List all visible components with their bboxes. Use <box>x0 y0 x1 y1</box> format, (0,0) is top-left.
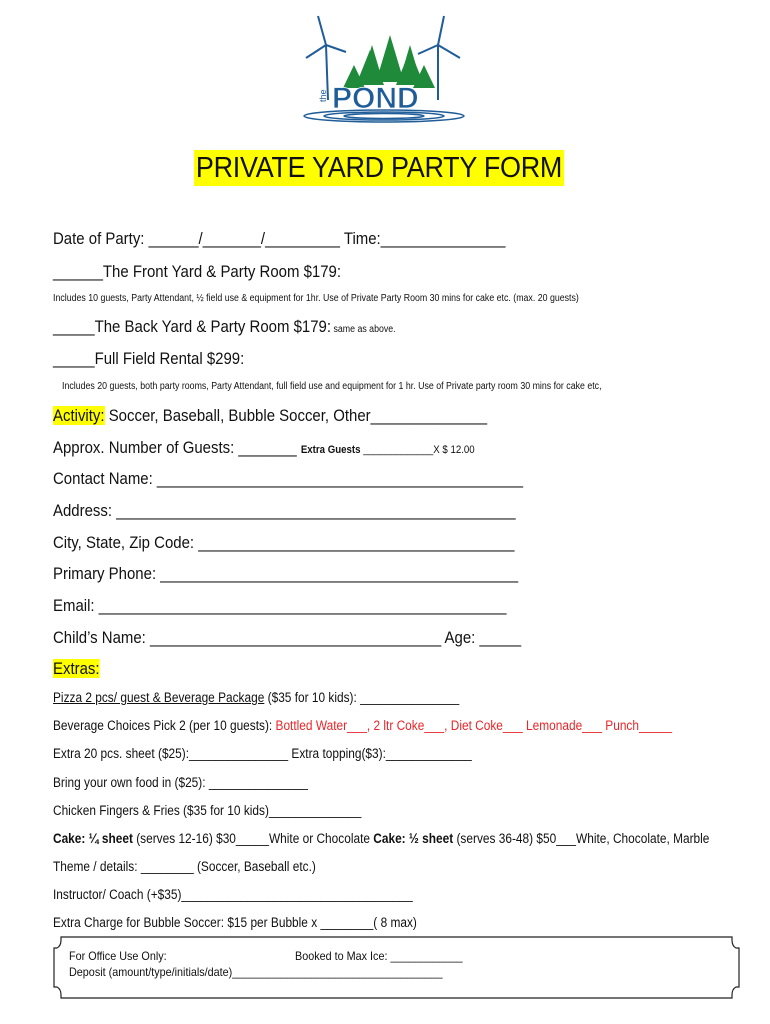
deposit-label: Deposit (amount/type/initials/date)___________________________________ <box>69 965 443 979</box>
address-line: Address: ________________________________________________ <box>53 501 516 520</box>
back-yard-label: _____The Back Yard & Party Room $179: <box>53 317 332 336</box>
beverage-options: Bottled Water___, 2 ltr Coke___, Diet Coke___ Lemonade___ Punch_____ <box>275 718 673 733</box>
city-state-zip-line: City, State, Zip Code: ______________________________________ <box>53 533 515 552</box>
child-name-line: Child’s Name: ___________________________________ Age: _____ <box>53 628 522 647</box>
guests-label: Approx. Number of Guests: _______ <box>53 438 301 457</box>
activity-label: Activity: <box>53 406 105 425</box>
guests-line <box>53 438 475 458</box>
activity-value: Soccer, Baseball, Bubble Soccer, Other______________ <box>104 406 488 425</box>
activity-line <box>53 406 487 426</box>
office-use-label: For Office Use Only: <box>69 949 167 963</box>
full-field-option: _____Full Field Rental $299: <box>53 349 245 368</box>
office-use-box <box>53 936 740 999</box>
front-yard-option: ______The Front Yard & Party Room $179: <box>53 262 342 281</box>
instructor-line: Instructor/ Coach (+$35)___________________________________ <box>53 887 413 902</box>
pizza-package-price: ($35 for 10 kids): _______________ <box>264 690 460 705</box>
beverage-label: Beverage Choices Pick 2 (per 10 guests): <box>53 718 276 733</box>
logo-the-text: the <box>318 89 328 102</box>
cake-half-label: Cake: ½ sheet <box>373 831 454 846</box>
own-food-line: Bring your own food in ($25): _______________ <box>53 775 308 790</box>
primary-phone-line: Primary Phone: ___________________________________________ <box>53 564 519 583</box>
extras-label: Extras: <box>53 659 100 678</box>
email-line: Email: _________________________________________________ <box>53 596 507 615</box>
cake-quarter-details: (serves 12-16) $30_____White or Chocolate <box>132 831 374 846</box>
chicken-fingers-line: Chicken Fingers & Fries ($35 for 10 kids)______________ <box>53 803 362 818</box>
form-title: PRIVATE YARD PARTY FORM <box>195 152 563 184</box>
back-yard-note: same as above. <box>331 324 396 335</box>
booked-max-ice-label: Booked to Max Ice: ____________ <box>295 949 463 963</box>
cake-quarter-label: Cake: ¼ sheet <box>53 831 133 846</box>
extra-sheet-line: Extra 20 pcs. sheet ($25):_______________ Extra topping($3):_____________ <box>53 746 472 761</box>
cake-line <box>53 831 709 846</box>
pond-logo-graphic <box>298 10 470 128</box>
pizza-package-label: Pizza 2 pcs/ guest & Beverage Package <box>53 690 265 705</box>
theme-line: Theme / details: ________ (Soccer, Baseball etc.) <box>53 859 316 874</box>
date-time-line: Date of Party: ______/_______/_________ Time:_______________ <box>53 229 506 248</box>
pizza-package-line <box>53 690 459 705</box>
front-yard-note: Includes 10 guests, Party Attendant, ½ field use & equipment for 1hr. Use of Private Party Room 30 mins for cake etc. (max. 20 guests) <box>53 293 579 304</box>
logo-brand-text: POND <box>332 82 419 115</box>
extra-guests-price: _____________X $ 12.00 <box>360 444 475 456</box>
bubble-soccer-line: Extra Charge for Bubble Soccer: $15 per Bubble x ________( 8 max) <box>53 915 417 930</box>
extras-heading <box>53 659 100 679</box>
full-field-note: Includes 20 guests, both party rooms, Party Attendant, full field use and equipment for 1 hr. Use of Private party room 30 mins for cake etc, <box>62 381 602 392</box>
beverage-choices-line <box>53 718 672 733</box>
extra-guests-label: Extra Guests <box>300 444 361 456</box>
cake-half-details: (serves 36-48) $50___White, Chocolate, Marble <box>453 831 710 846</box>
pond-logo <box>298 10 470 128</box>
contact-name-line: Contact Name: ____________________________________________ <box>53 469 524 488</box>
back-yard-option <box>53 317 396 337</box>
